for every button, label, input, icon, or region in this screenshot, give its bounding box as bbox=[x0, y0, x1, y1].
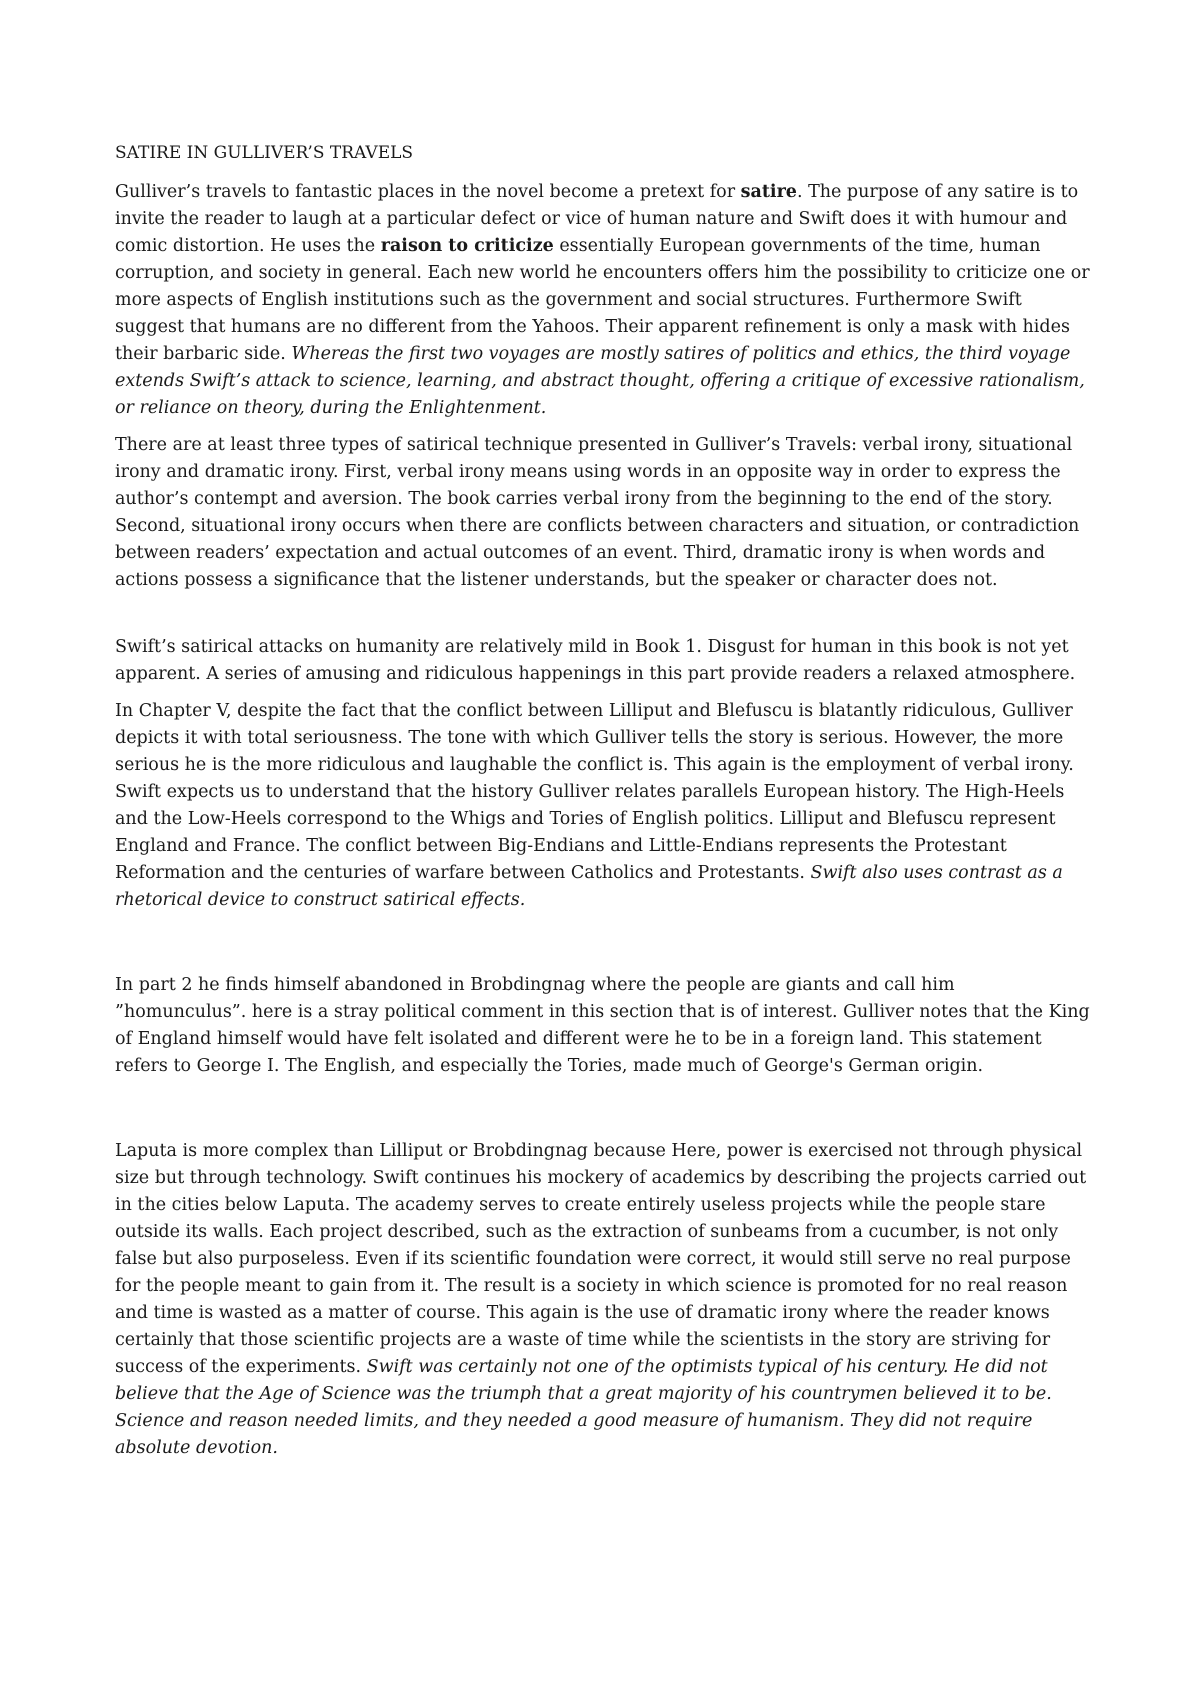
italic-passage: Swift was certainly not one of the optimists typical of his century. He did not believe that the Age of Science was the triumph that a great majority of his countrymen believed it to be. Science and reason needed limits, and they needed a good measure of humanism. They did not require absolute devotion. bbox=[115, 1357, 1052, 1458]
paragraph-laputa bbox=[115, 1138, 1090, 1462]
paragraph-satire-intro bbox=[115, 179, 1090, 422]
paragraph-part-two: In part 2 he finds himself abandoned in Brobdingnag where the people are giants and call him ”homunculus”. here is a stray political comment in this section that is of interest. Gulliver notes that the King of England himself would have felt isolated and different were he to be in a foreign land. This statement refers to George I. The English, and especially the Tories, made much of George's German origin. bbox=[115, 975, 1090, 1076]
paragraph-text: . The purpose of any satire is to invite the reader to laugh at a particular defect or vice of human nature and Swift does it with humour and comic distortion. He uses the bbox=[115, 182, 1079, 256]
paragraph-text: Laputa is more complex than Lilliput or Brobdingnag because Here, power is exercised not through physical size but through technology. Swift continues his mockery of academics by describing the projects carried out in the cities below Laputa. The academy serves to create entirely useless projects while the people stare outside its walls. Each project described, such as the extraction of sunbeams from a cucumber, is not only false but also purposeless. Even if its scientific foundation were correct, it would still serve no real purpose for the people meant to gain from it. The result is a society in which science is promoted for no real reason and time is wasted as a matter of course. This again is the use of dramatic irony where the reader knows certainly that those scientific projects are a waste of time while the scientists in the story are striving for success of the experiments. bbox=[115, 1141, 1087, 1377]
bold-term-raison: raison to criticize bbox=[380, 236, 554, 256]
italic-passage: Whereas the first two voyages are mostly satires of politics and ethics, the third voyage extends Swift’s attack to science, learning, and abstract thought, offering a critique of excessive rationalism, or reliance on theory, during the Enlightenment. bbox=[115, 344, 1085, 418]
bold-term-satire: satire bbox=[740, 182, 797, 202]
paragraph-text: In Chapter V, despite the fact that the conflict between Lilliput and Blefuscu is blatantly ridiculous, Gulliver depicts it with total seriousness. The tone with which Gulliver tells the story is serious. However, the more serious he is the more ridiculous and laughable the conflict is. This again is the employment of verbal irony. Swift expects us to understand that the history Gulliver relates parallels European history. The High-Heels and the Low-Heels correspond to the Whigs and Tories of English politics. Lilliput and Blefuscu represent England and France. The conflict between Big-Endians and Little-Endians represents the Protestant Reformation and the centuries of warfare between Catholics and Protestants. bbox=[115, 701, 1074, 883]
paragraph-text: essentially European governments of the time, human corruption, and society in general. Each new world he encounters offers him the possibility to criticize one or more aspects of English institutions such as the government and social structures. Furthermore Swift suggest that humans are no different from the Yahoos. Their apparent refinement is only a mask with hides their barbaric side. bbox=[115, 236, 1090, 364]
italic-passage: Swift also uses contrast as a rhetorical device to construct satirical effects. bbox=[115, 863, 1063, 910]
paragraph-irony-types: There are at least three types of satirical technique presented in Gulliver’s Travels: verbal irony, situational irony and dramatic irony. First, verbal irony means using words in an opposite way in order to express the author’s contempt and aversion. The book carries verbal irony from the beginning to the end of the story. Second, situational irony occurs when there are conflicts between characters and situation, or contradiction between readers’ expectation and actual outcomes of an event. Third, dramatic irony is when words and actions possess a significance that the listener understands, but the speaker or character does not. bbox=[115, 435, 1080, 590]
paragraph-chapter-five bbox=[115, 698, 1090, 914]
paragraph-book-one: Swift’s satirical attacks on humanity are relatively mild in Book 1. Disgust for human in this book is not yet apparent. A series of amusing and ridiculous happenings in this part provide readers a relaxed atmosphere. bbox=[115, 637, 1076, 684]
paragraph-text: Gulliver’s travels to fantastic places in the novel become a pretext for bbox=[115, 182, 741, 202]
document-page bbox=[115, 140, 1090, 1472]
document-title: SATIRE IN GULLIVER’S TRAVELS bbox=[115, 143, 414, 163]
